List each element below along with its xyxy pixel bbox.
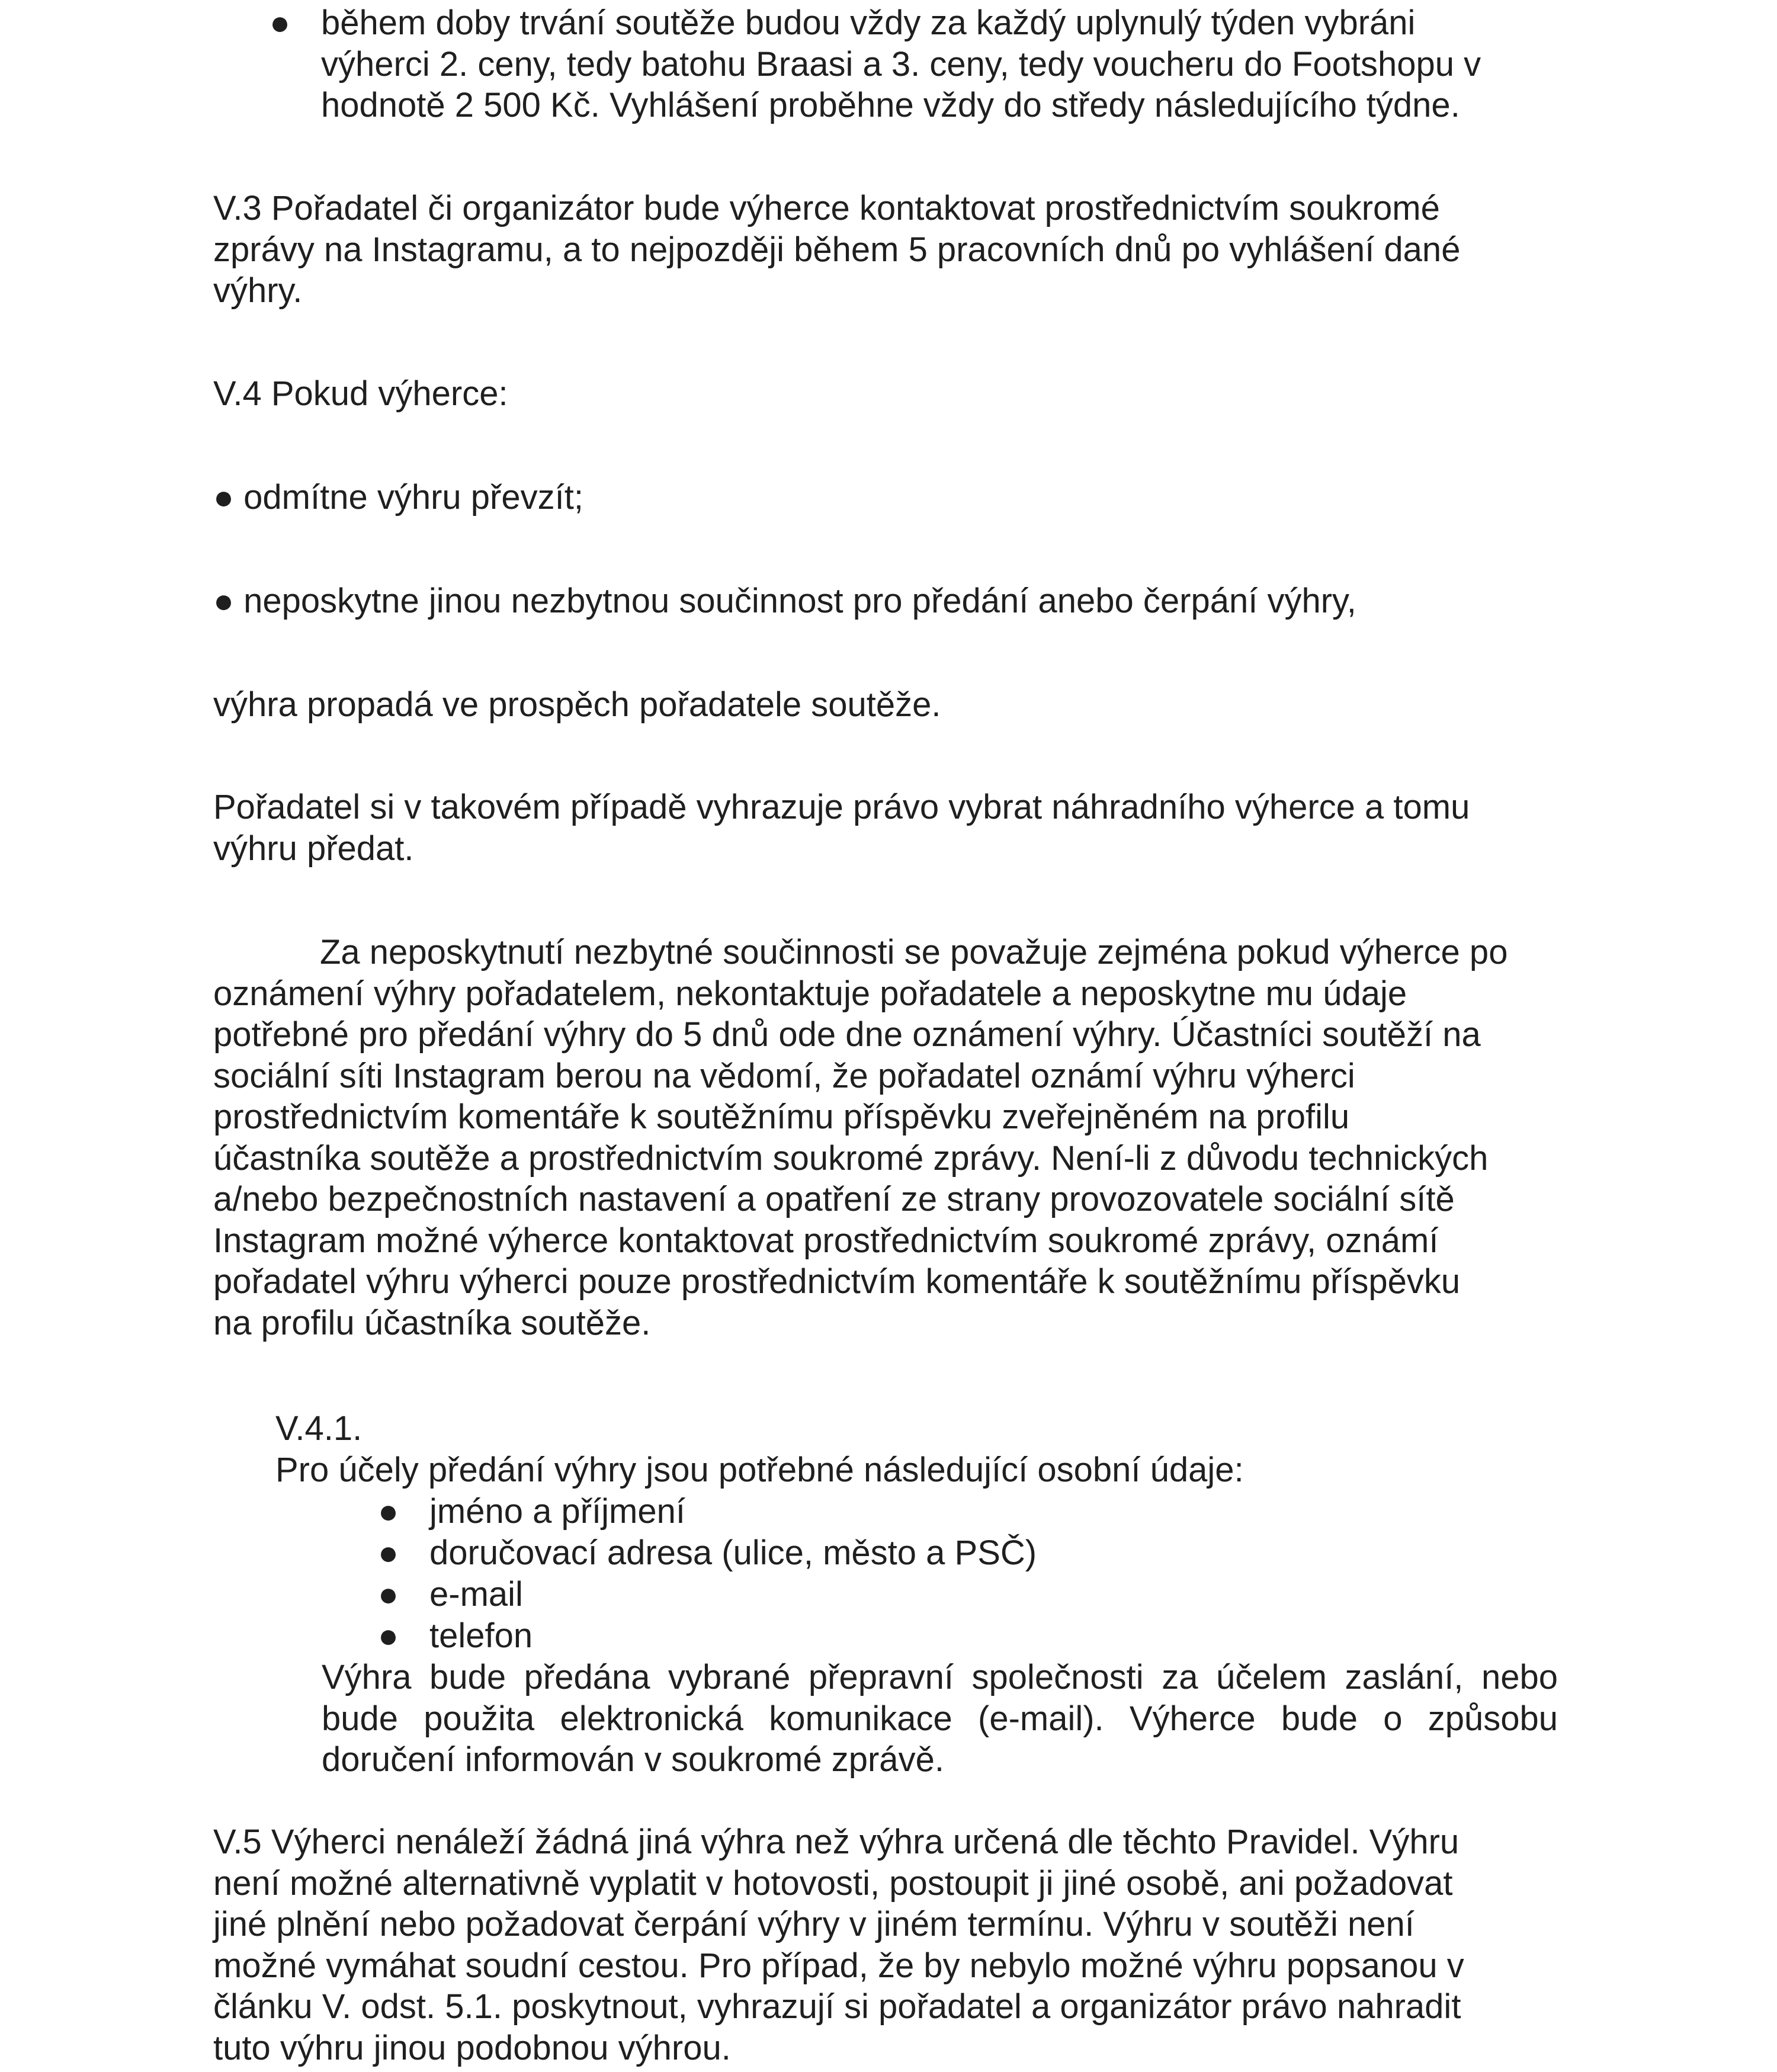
bullet-marker: ●	[378, 1575, 399, 1614]
paragraph-line: V.5 Výherci nenáleží žádná jiná výhra než výhra určená dle těchto Pravidel. Výhru	[213, 1823, 1460, 1861]
paragraph-line: není možné alternativně vyplatit v hotovosti, postoupit ji jiné osobě, ani požadovat	[213, 1863, 1453, 1903]
paragraph-line: účastníka soutěže a prostřednictvím soukromé zprávy. Není-li z důvodu technických	[213, 1138, 1489, 1178]
paragraph-line: pořadatel výhru výherci pouze prostřednictvím komentáře k soutěžnímu příspěvku	[213, 1262, 1461, 1301]
paragraph-line: sociální síti Instagram berou na vědomí, že pořadatel oznámí výhru výherci	[213, 1056, 1355, 1095]
replacement-winner-paragraph	[213, 787, 1470, 869]
paragraph-line: Za neposkytnutí nezbytné součinnosti se považuje zejména pokud výherce po	[320, 933, 1508, 971]
forfeit-statement: výhra propadá ve prospěch pořadatele soutěže.	[213, 685, 941, 724]
paragraph-line: bude použita elektronická komunikace (e-mail). Výherce bude o způsobu	[322, 1699, 1558, 1738]
paragraph-line: výhru předat.	[213, 829, 414, 868]
bullet-marker: ●	[378, 1616, 399, 1655]
paragraph-line: jiné plnění nebo požadovat čerpání výhry v jiném termínu. Výhru v soutěži není	[213, 1905, 1414, 1943]
paragraph-line: V.3 Pořadatel či organizátor bude výherce kontaktovat prostřednictvím soukromé	[213, 189, 1440, 227]
section-v3-paragraph	[213, 188, 1460, 312]
condition-item-refuse: ● odmítne výhru převzít;	[213, 478, 583, 517]
paragraph-line: prostřednictvím komentáře k soutěžnímu příspěvku zveřejněném na profilu	[213, 1098, 1350, 1136]
bullet-marker: ●	[270, 4, 291, 42]
delivery-paragraph	[322, 1657, 1558, 1781]
paragraph-line: výherci 2. ceny, tedy batohu Braasi a 3. ceny, tedy voucheru do Footshopu v	[321, 44, 1481, 84]
paragraph-line: oznámení výhry pořadatelem, nekontaktuje pořadatele a neposkytne mu údaje	[213, 974, 1407, 1013]
paragraph-line: na profilu účastníka soutěže.	[213, 1303, 651, 1342]
item-label: doručovací adresa (ulice, město a PSČ)	[429, 1534, 1037, 1572]
paragraph-line: a/nebo bezpečnostních nastavení a opatření ze strany provozovatele sociální sítě	[213, 1180, 1455, 1218]
paragraph-line: článku V. odst. 5.1. poskytnout, vyhrazují si pořadatel a organizátor právo nahradit	[213, 1987, 1461, 2026]
item-label: jméno a příjmení	[429, 1492, 685, 1531]
item-label: e-mail	[429, 1575, 523, 1614]
paragraph-line: během doby trvání soutěže budou vždy za každý uplynulý týden vybráni	[321, 4, 1416, 42]
bullet-marker: ●	[378, 1492, 399, 1531]
cooperation-explanation-paragraph	[213, 932, 1507, 1343]
paragraph-line: Výhra bude předána vybrané přepravní společnosti za účelem zaslání, nebo	[322, 1658, 1558, 1696]
paragraph-line: hodnotě 2 500 Kč. Vyhlášení proběhne vždy do středy následujícího týdne.	[321, 86, 1460, 124]
paragraph-line: doručení informován v soukromé zprávě.	[322, 1740, 944, 1779]
item-label: telefon	[429, 1616, 533, 1655]
paragraph-line: výhry.	[213, 271, 303, 310]
section-v41-number: V.4.1.	[275, 1409, 363, 1448]
paragraph-line: Instagram možné výherce kontaktovat prostřednictvím soukromé zprávy, oznámí	[213, 1221, 1439, 1260]
paragraph-line: tuto výhru jinou podobnou výhrou.	[213, 2028, 731, 2067]
bullet-marker: ●	[378, 1534, 399, 1572]
paragraph-line: možné vymáhat soudní cestou. Pro případ, že by nebylo možné výhru popsanou v	[213, 1946, 1464, 1985]
section-v5-paragraph	[213, 1821, 1464, 2068]
section-v41-intro: Pro účely předání výhry jsou potřebné následující osobní údaje:	[275, 1451, 1244, 1489]
section-v4-heading: V.4 Pokud výherce:	[213, 374, 508, 413]
condition-item-no-cooperation: ● neposkytne jinou nezbytnou součinnost pro předání anebo čerpání výhry,	[213, 582, 1356, 620]
paragraph-line: zprávy na Instagramu, a to nejpozději během 5 pracovních dnů po vyhlášení dané	[213, 230, 1461, 269]
paragraph-line: potřebné pro předání výhry do 5 dnů ode dne oznámení výhry. Účastníci soutěží na	[213, 1015, 1481, 1054]
paragraph-line: Pořadatel si v takovém případě vyhrazuje právo vybrat náhradního výherce a tomu	[213, 788, 1470, 826]
